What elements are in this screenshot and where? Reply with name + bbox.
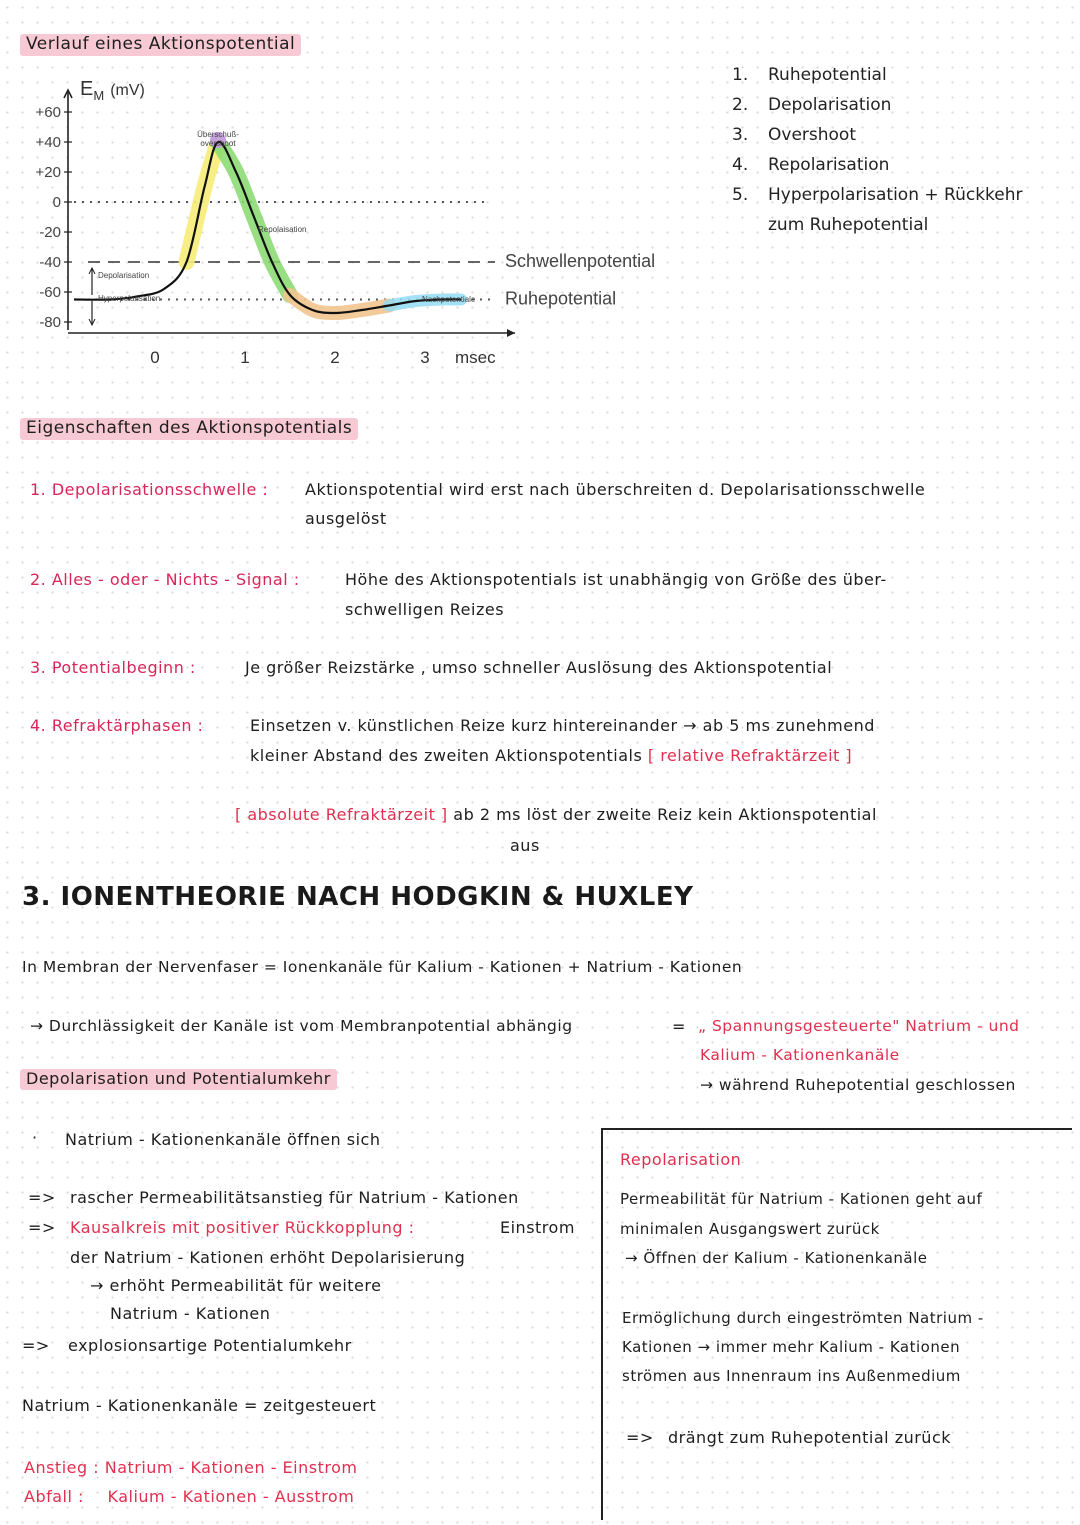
y-tick-label: +40 — [35, 134, 61, 151]
phase-label: Repolarisation — [768, 155, 890, 175]
abfall-text: Kalium - Kationen - Ausstrom — [107, 1487, 355, 1506]
phase-label: Depolarisation — [768, 95, 892, 115]
repol-line-3: → Öffnen der Kalium - Kationenkanäle — [625, 1249, 928, 1267]
annot-repolarisation: Repolaisation — [258, 225, 307, 234]
prop-3-text: Je größer Reizstärke , umso schneller Auslösung des Aktionspotential — [245, 658, 833, 677]
y-tick-label: -40 — [39, 254, 61, 271]
repol-line-7: drängt zum Ruhepotential zurück — [668, 1428, 952, 1447]
relative-refraktaer: [ relative Refraktärzeit ] — [647, 746, 853, 765]
prop-1-label: 1. Depolarisationsschwelle : — [30, 480, 269, 499]
x-axis — [68, 329, 515, 367]
repol-heading: Repolarisation — [620, 1150, 742, 1169]
depol-kausalkreis: Kausalkreis mit positiver Rückkopplung : — [70, 1218, 415, 1237]
heading-ionentheorie: 3. IONENTHEORIE NACH HODGKIN & HUXLEY — [22, 882, 694, 912]
repol-line-1: Permeabilität für Natrium - Kationen geht auf — [620, 1190, 983, 1208]
annot-nachpotentiale: Nachpotentiale — [422, 295, 476, 304]
ion-eq: = — [672, 1017, 686, 1036]
ion-geschlossen: → während Ruhepotential geschlossen — [700, 1076, 1016, 1094]
depol-bullet: · — [32, 1128, 38, 1147]
prop-4-text-4: aus — [510, 836, 540, 855]
repol-line-4: Ermöglichung durch eingeströmten Natrium - — [622, 1309, 984, 1327]
anstieg-row — [24, 1458, 357, 1477]
prop-4-text-2 — [250, 746, 852, 765]
annot-hyperpolarisation: Hyperpolarisation — [98, 294, 161, 303]
phase-label: Ruhepotential — [768, 65, 887, 85]
repol-arrow: => — [626, 1428, 654, 1447]
annot-overshoot-2: overshoot — [200, 139, 236, 148]
depol-line-5: → erhöht Permeabilität für weitere — [90, 1276, 382, 1295]
depol-arrow-1: => — [28, 1188, 56, 1207]
phase-num: 1. — [732, 65, 749, 85]
y-tick-label: +60 — [35, 104, 61, 121]
y-tick-label: +20 — [35, 164, 61, 181]
prop-4-text-3 — [235, 805, 877, 824]
x-tick-label: 3 — [420, 348, 430, 367]
phase-list — [732, 60, 1023, 240]
prop-2-text: Höhe des Aktionspotentials ist unabhängig von Größe des über- — [345, 570, 887, 589]
depol-line-8: Natrium - Kationenkanäle = zeitgesteuert — [22, 1396, 377, 1415]
phase-item — [732, 150, 1023, 180]
y-tick-label: 0 — [52, 194, 61, 211]
ion-kalium-kanaele: Kalium - Kationenkanäle — [700, 1046, 900, 1064]
repol-line-2: minimalen Ausgangswert zurück — [620, 1220, 880, 1238]
x-axis-arrow — [507, 329, 515, 337]
annot-depolarisation: Depolarisation — [98, 271, 150, 280]
prop-4-text: Einsetzen v. künstlichen Reize kurz hintereinander → ab 5 ms zunehmend — [250, 716, 875, 735]
annot-overshoot-1: Überschuß- — [197, 130, 239, 139]
phase-num: 4. — [732, 155, 749, 175]
x-axis-label: msec — [455, 348, 496, 367]
prop-4-text-3-main: ab 2 ms löst der zweite Reiz kein Aktionspotential — [453, 805, 877, 824]
phase-item-cont — [732, 210, 1023, 240]
phase-label: Overshoot — [768, 125, 856, 145]
phase-item — [732, 120, 1023, 150]
action-potential-chart — [0, 75, 700, 375]
absolute-refraktaer: [ absolute Refraktärzeit ] — [235, 805, 448, 824]
x-tick-label: 1 — [240, 348, 250, 367]
page-title-text: Verlauf eines Aktionspotential — [20, 34, 301, 56]
prop-3-label: 3. Potentialbeginn : — [30, 658, 196, 677]
depol-line-1: Natrium - Kationenkanäle öffnen sich — [65, 1130, 381, 1149]
phase-label-cont: zum Ruhepotential — [768, 215, 929, 235]
section-heading-eigenschaften — [20, 418, 358, 438]
y-tick-label: -60 — [39, 284, 61, 301]
depol-line-4: der Natrium - Kationen erhöht Depolarisierung — [70, 1248, 466, 1267]
ion-line-1: In Membran der Nervenfaser = Ionenkanäle für Kalium - Kationen + Natrium - Kationen — [22, 958, 743, 976]
depol-line-6: Natrium - Kationen — [110, 1304, 271, 1323]
phase-num: 3. — [732, 125, 749, 145]
prop-4-text-2-main: kleiner Abstand des zweiten Aktionspotentials — [250, 746, 643, 765]
anstieg-text: Natrium - Kationen - Einstrom — [104, 1458, 358, 1477]
x-tick-label: 0 — [150, 348, 160, 367]
section-heading-text: Eigenschaften des Aktionspotentials — [20, 418, 358, 440]
page-title — [20, 34, 301, 54]
abfall-label: Abfall : — [24, 1487, 84, 1506]
ion-spannungsgesteuert: „ Spannungsgesteuerte" Natrium - und — [698, 1017, 1020, 1035]
highlight-hyperpolarisation — [290, 295, 389, 313]
prop-4-label: 4. Refraktärphasen : — [30, 716, 204, 735]
depol-heading — [20, 1069, 337, 1088]
phase-label: Hyperpolarisation + Rückkehr — [768, 185, 1023, 205]
ion-line-2: → Durchlässigkeit der Kanäle ist vom Membranpotential abhängig — [30, 1017, 573, 1035]
repol-line-6: strömen aus Innenraum ins Außenmedium — [622, 1367, 961, 1385]
prop-1-text: Aktionspotential wird erst nach überschreiten d. Depolarisationsschwelle — [305, 480, 926, 499]
prop-2-label: 2. Alles - oder - Nichts - Signal : — [30, 570, 300, 589]
depol-einstrom: Einstrom — [500, 1218, 575, 1237]
depol-line-2: rascher Permeabilitätsanstieg für Natrium - Kationen — [70, 1188, 519, 1207]
depol-arrow-2: => — [28, 1218, 56, 1237]
phase-highlights — [187, 132, 462, 313]
repol-line-5: Kationen → immer mehr Kalium - Kationen — [622, 1338, 961, 1356]
rest-label: Ruhepotential — [505, 288, 617, 309]
depol-heading-text: Depolarisation und Potentialumkehr — [20, 1069, 337, 1090]
phase-item — [732, 180, 1023, 210]
y-tick-label: -20 — [39, 224, 61, 241]
depol-line-7: explosionsartige Potentialumkehr — [68, 1336, 352, 1355]
threshold-label: Schwellenpotential — [505, 251, 656, 271]
anstieg-label: Anstieg : — [24, 1458, 100, 1477]
phase-num: 2. — [732, 95, 749, 115]
y-axis-label: $E_M$ $^{(mV)}$ — [80, 78, 145, 103]
prop-2-text-2: schwelligen Reizes — [345, 600, 505, 619]
phase-item — [732, 60, 1023, 90]
y-tick-label: -80 — [39, 314, 61, 331]
prop-1-text-2: ausgelöst — [305, 509, 387, 528]
x-tick-label: 2 — [330, 348, 340, 367]
depol-arrow-3: => — [22, 1336, 50, 1355]
abfall-row — [24, 1487, 354, 1506]
phase-num: 5. — [732, 185, 749, 205]
phase-item — [732, 90, 1023, 120]
